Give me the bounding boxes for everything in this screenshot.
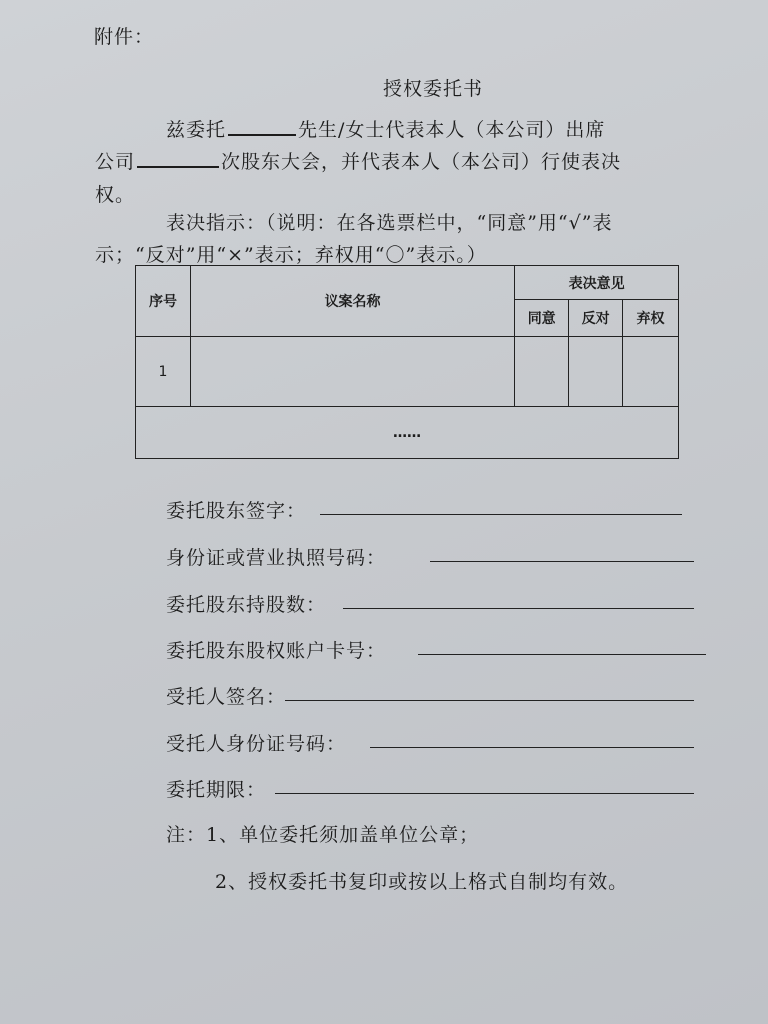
row-motion-cell <box>190 337 514 407</box>
header-abstain: 弃权 <box>623 300 679 337</box>
note-2: 2、授权委托书复印或按以上格式自制均有效。 <box>215 871 629 893</box>
intro-text: 先生/女士代表本人（本公司）出席 <box>298 119 606 141</box>
attachment-label: 附件： <box>94 26 155 48</box>
field-id-number-line <box>430 561 694 562</box>
row-index-cell: 1 <box>136 337 191 407</box>
voting-table <box>135 265 679 459</box>
intro-text: 公司 <box>95 151 136 173</box>
field-proxy-id-label: 受托人身份证号码： <box>166 733 347 755</box>
field-shares-label: 委托股东持股数： <box>166 594 327 616</box>
intro-text: 兹委托 <box>166 119 227 141</box>
field-id-number-label: 身份证或营业执照号码： <box>166 547 387 569</box>
header-agree: 同意 <box>515 300 569 337</box>
instruction-line-2: 示；“反对”用“×”表示；弃权用“〇”表示。） <box>95 244 487 266</box>
header-opinion: 表决意见 <box>515 266 679 300</box>
intro-line-1 <box>166 115 605 142</box>
note-1: 注：1、单位委托须加盖单位公章； <box>166 824 480 846</box>
proxy-name-blank <box>228 130 296 136</box>
document-title: 授权委托书 <box>383 78 484 100</box>
ellipsis-row: …… <box>136 407 679 459</box>
field-term-label: 委托期限： <box>166 779 267 801</box>
intro-text: 次股东大会，并代表本人（本公司）行使表决 <box>221 151 622 173</box>
instruction-line-1: 表决指示：（说明：在各选票栏中，“同意”用“√”表 <box>166 212 613 234</box>
field-term-line <box>275 793 694 794</box>
field-signature-label: 委托股东签字： <box>166 500 307 522</box>
field-account-label: 委托股东股权账户卡号： <box>166 640 387 662</box>
field-shares-line <box>343 608 694 609</box>
intro-line-3: 权。 <box>95 184 136 206</box>
intro-line-2 <box>95 147 621 174</box>
row-abstain-cell <box>623 337 679 407</box>
header-motion: 议案名称 <box>190 266 514 337</box>
row-oppose-cell <box>569 337 623 407</box>
field-proxy-signature-line <box>285 700 694 701</box>
header-oppose: 反对 <box>569 300 623 337</box>
field-proxy-signature-label: 受托人签名： <box>166 686 287 708</box>
header-index: 序号 <box>136 266 191 337</box>
row-agree-cell <box>515 337 569 407</box>
meeting-blank <box>137 162 219 168</box>
field-proxy-id-line <box>370 747 694 748</box>
field-signature-line <box>320 514 682 515</box>
field-account-line <box>418 654 706 655</box>
